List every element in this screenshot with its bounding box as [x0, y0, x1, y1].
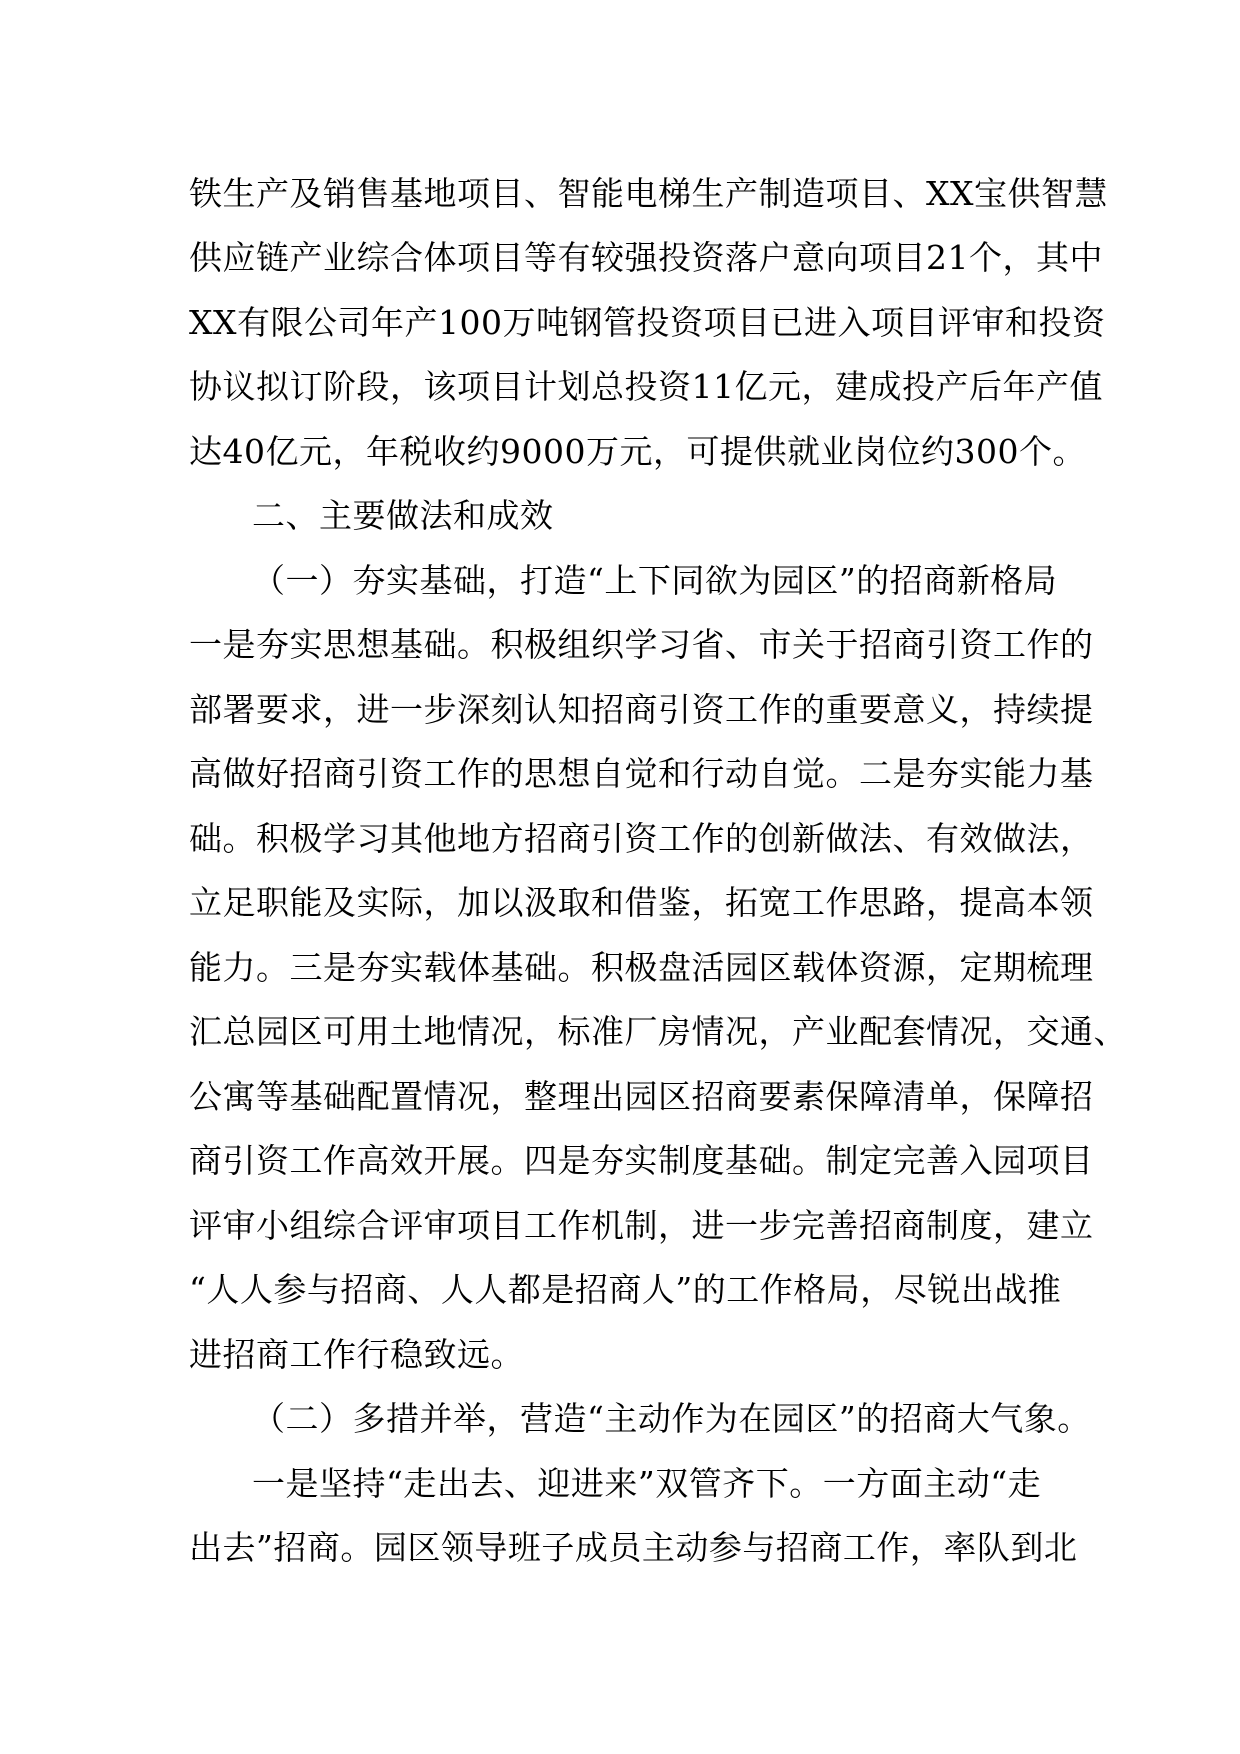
text-line: 部署要求，进一步深刻认知招商引资工作的重要意义，持续提: [189, 690, 1094, 729]
text-line: 达40亿元，年税收约9000万元，可提供就业岗位约300个。: [189, 432, 1086, 471]
text-line: “人人参与招商、人人都是招商人”的工作格局，尽锐出战推: [189, 1270, 1062, 1309]
subsection-heading: （一）夯实基础，打造“上下同欲为园区”的招商新格局: [252, 561, 1058, 600]
text-line: 一是夯实思想基础。积极组织学习省、市关于招商引资工作的: [189, 625, 1094, 664]
subsection-heading: （二）多措并举，营造“主动作为在园区”的招商大气象。: [252, 1399, 1091, 1438]
text-line: 进招商工作行稳致远。: [189, 1335, 524, 1374]
text-line: 能力。三是夯实载体基础。积极盘活园区载体资源，定期梳理: [189, 948, 1094, 987]
text-line: 供应链产业综合体项目等有较强投资落户意向项目21个，其中: [189, 238, 1103, 277]
text-line: 汇总园区可用土地情况，标准厂房情况，产业配套情况，交通、: [189, 1012, 1127, 1051]
text-line: 出去”招商。园区领导班子成员主动参与招商工作，率队到北: [189, 1528, 1078, 1567]
text-line: 高做好招商引资工作的思想自觉和行动自觉。二是夯实能力基: [189, 754, 1094, 793]
text-line: 协议拟订阶段，该项目计划总投资11亿元，建成投产后年产值: [189, 367, 1103, 406]
text-line: 评审小组综合评审项目工作机制，进一步完善招商制度，建立: [189, 1206, 1094, 1245]
text-line: 商引资工作高效开展。四是夯实制度基础。制定完善入园项目: [189, 1141, 1094, 1180]
text-line: 础。积极学习其他地方招商引资工作的创新做法、有效做法，: [189, 819, 1094, 858]
section-heading: 二、主要做法和成效: [252, 496, 554, 535]
text-line: 一是坚持“走出去、迎进来”双管齐下。一方面主动“走: [252, 1464, 1042, 1503]
text-line: 立足职能及实际，加以汲取和借鉴，拓宽工作思路，提高本领: [189, 883, 1094, 922]
text-line: XX有限公司年产100万吨钢管投资项目已进入项目评审和投资: [189, 303, 1106, 342]
text-line: 铁生产及销售基地项目、智能电梯生产制造项目、XX宝供智慧: [189, 174, 1108, 213]
text-line: 公寓等基础配置情况，整理出园区招商要素保障清单，保障招: [189, 1077, 1094, 1116]
